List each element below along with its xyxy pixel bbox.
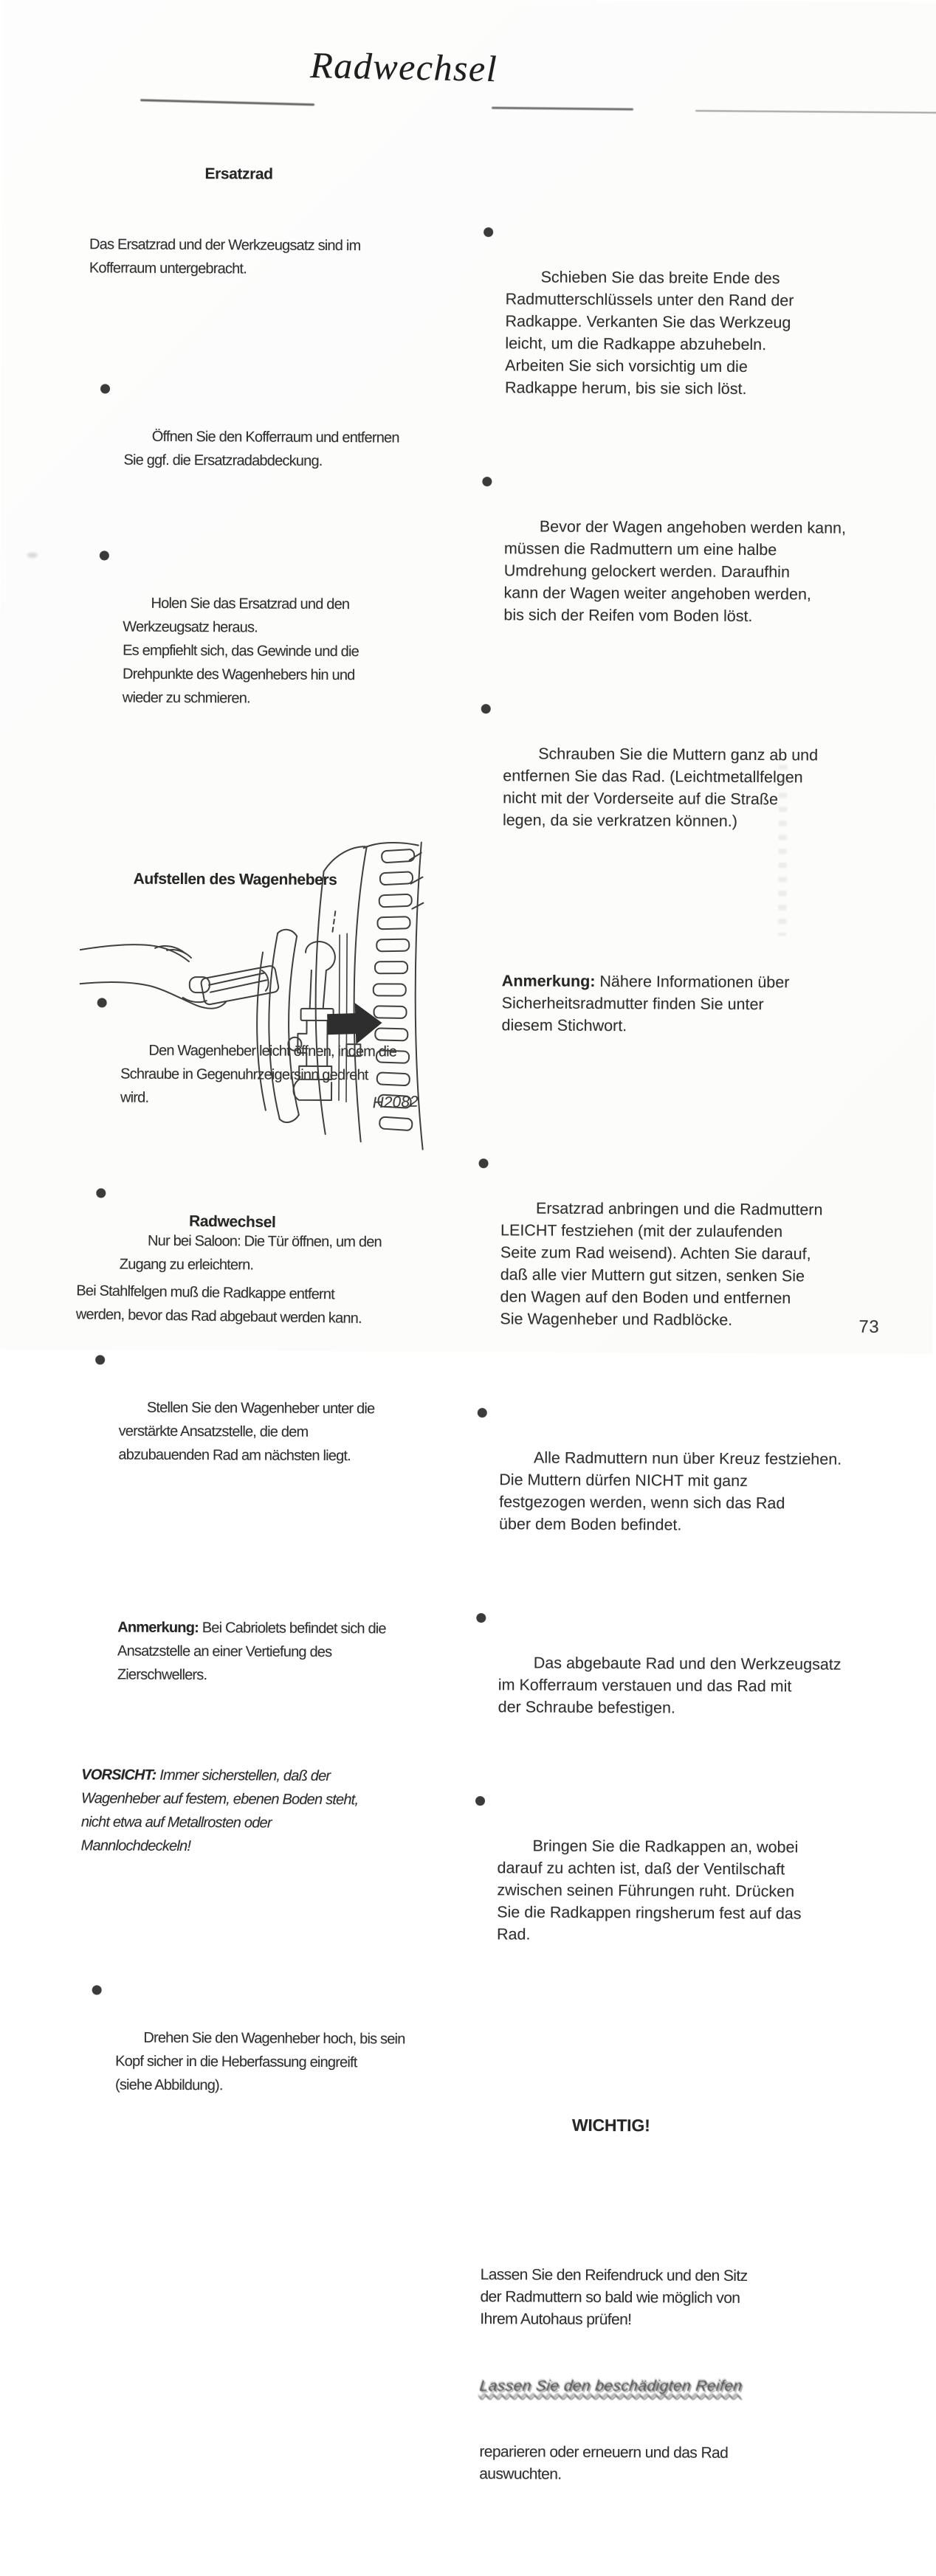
radwechsel-text: Bei Stahlfelgen muß die Radkappe entfernt werden, bevor das Rad abgebaut werden kann. (75, 1282, 362, 1327)
bullet-text: Öffnen Sie den Kofferraum und entfernen Sie ggf. die Ersatzradabdeckung. (123, 428, 399, 469)
note-label: Anmerkung: (117, 1619, 199, 1637)
bullet-text: Bevor der Wagen angehoben werden kann, müssen die Radmuttern um eine halbe Umdrehung gelockert werden. Daraufhin kann der Wagen weiter angehoben werden, bis sich der Reifen vom Boden löst. (503, 517, 847, 626)
bullet-text: Nur bei Saloon: Die Tür öffnen, um den Zugang zu erleichtern. (119, 1232, 382, 1274)
page-bleed-through-artifact (778, 764, 787, 936)
ersatzrad-intro: Das Ersatzrad und der Werkzeugsatz sind im Kofferraum untergebracht. (89, 236, 361, 277)
title-rule-left (140, 99, 314, 106)
bullet-icon (92, 1985, 102, 1995)
jack-bullet-list (79, 1928, 405, 2169)
ersatzrad-bullet-list (86, 327, 399, 781)
bullet-icon (475, 1796, 485, 1806)
section-heading-aufstellen: Aufstellen des Wagenhebers (133, 870, 337, 889)
caution-vorsicht (81, 1763, 380, 1859)
bullet-text: Holen Sie das Ersatzrad und den Werkzeugsatz heraus. Es empfiehlt sich, das Gewinde und die Drehpunkte des Wagenhebers hin und wieder zu schmieren. (122, 595, 359, 707)
bullet-item (88, 377, 399, 497)
page-title: Radwechsel (309, 44, 498, 90)
hubcap-tool (200, 965, 279, 1005)
bullet-text: Alle Radmuttern nun über Kreuz festziehen. Die Muttern dürfen NICHT mit ganz festgezogen werden, wenn sich das Rad über dem Boden befindet. (498, 1448, 842, 1534)
page-number: 73 (858, 1316, 880, 1337)
figure-label: H2082 (372, 1093, 419, 1112)
bullet-item (80, 1978, 405, 2121)
bullet-item (472, 1790, 802, 1969)
right-bullet-list-bottom (472, 1102, 842, 2013)
title-rule-far-right (695, 110, 936, 114)
bullet-icon (481, 704, 491, 714)
bullet-item (474, 1402, 842, 1558)
bullet-item (478, 698, 819, 854)
bullet-icon (479, 1158, 489, 1168)
note-text: Bei Cabriolets befindet sich die Ansatzstelle an einer Vertiefung des Zierschwellers. (117, 1620, 386, 1684)
bullet-text: Stellen Sie den Wagenheber unter die verstärkte Ansatzstelle, die dem abzubauenden Rad am nächsten liegt. (118, 1399, 375, 1465)
bullet-text: Bringen Sie die Radkappen an, wobei darauf zu achten ist, daß der Ventilschaft zwischen seinen Führungen ruht. Drücken Sie die Radkappen ringsherum fest auf das Rad. (497, 1837, 802, 1944)
tire-tread (373, 849, 415, 1130)
bullet-text: Ersatzrad anbringen und die Radmuttern LEICHT festziehen (mit der zulaufenden Seite zum Rad weisend). Achten Sie darauf, daß alle vier Muttern gut sitzen, senken Sie den Wagen auf den Boden und entfernen Sie Wagenheber und Radblöcke. (500, 1199, 823, 1329)
bullet-text: Schrauben Sie die Muttern ganz ab und entfernen Sie das Rad. (Leichtmetallfelgen nicht mit der Vorderseite auf die Straße legen, da sie verkratzen können.) (502, 745, 819, 830)
important-paragraph: Lassen Sie den Reifendruck und den Sitz der Radmuttern so bald wie möglich von Ihrem Autohaus prüfen! (480, 2266, 748, 2329)
smeared-print-line: Lassen Sie den beschädigten Reifen (478, 2378, 743, 2394)
section-heading-wichtig: WICHTIG! (571, 2115, 650, 2135)
note-label: Anmerkung: (501, 972, 596, 990)
bullet-icon (484, 227, 493, 237)
bullet-icon (478, 1408, 487, 1418)
caution-text: Immer sicherstellen, daß der Wagenheber auf festem, ebenen Boden steht, nicht etwa auf Metallrosten oder Mannlochdeckeln! (80, 1767, 359, 1855)
jack-illustration (79, 839, 435, 1151)
note-text: Nähere Informationen über Sicherheitsradmutter finden Sie unter diesem Stichwort. (501, 972, 790, 1035)
bullet-text: Den Wagenheber leicht öffnen, indem die Schraube in Gegenuhrzeigersinn gedreht wird. (120, 1042, 397, 1106)
bullet-text: Das abgebaute Rad und den Werkzeugsatz im Kofferraum verstauen und das Rad mit der Schraube befestigen. (498, 1654, 842, 1717)
bullet-item (472, 1607, 842, 1741)
jack-mechanism-drawing (288, 911, 361, 1102)
section-heading-ersatzrad: Ersatzrad (204, 165, 273, 183)
bullet-item (87, 544, 386, 734)
bullet-text: Drehen Sie den Wagenheber hoch, bis sein Kopf sicher in die Heberfassung eingreift (siehe Abbildung). (114, 2029, 405, 2094)
important-paragraph: reparieren oder erneuern und das Rad auswuchten. (479, 2443, 729, 2483)
caution-label: VORSICHT: (81, 1767, 156, 1783)
bullet-icon (100, 550, 109, 560)
right-bullet-list-top (477, 177, 847, 899)
bullet-item (475, 1153, 823, 1353)
section-heading-radwechsel: Radwechsel (188, 1212, 276, 1232)
bullet-icon (100, 384, 110, 393)
jack-illustration-svg (79, 839, 435, 1151)
hand-drawing (80, 945, 280, 1009)
bullet-text: Schieben Sie das breite Ende des Radmutterschlüssels unter den Rand der Radkappe. Verkanten Sie das Werkzeug leicht, um die Radkappe abzuhebeln. Arbeiten Sie sich vorsichtig um die Radkappe herum, bis sie sich löst. (504, 268, 794, 398)
bullet-item (480, 221, 798, 422)
radwechsel-section (75, 1161, 388, 1378)
important-block (469, 2220, 788, 2531)
bullet-item (478, 471, 847, 649)
note-sicherheitsradmutter (476, 970, 794, 1037)
title-rule-right (492, 107, 633, 111)
right-column (469, 133, 847, 2575)
scan-smudge-artifact (27, 553, 38, 558)
bullet-icon (482, 477, 492, 486)
note-cabriolet (82, 1615, 386, 1688)
bullet-icon (476, 1613, 486, 1623)
